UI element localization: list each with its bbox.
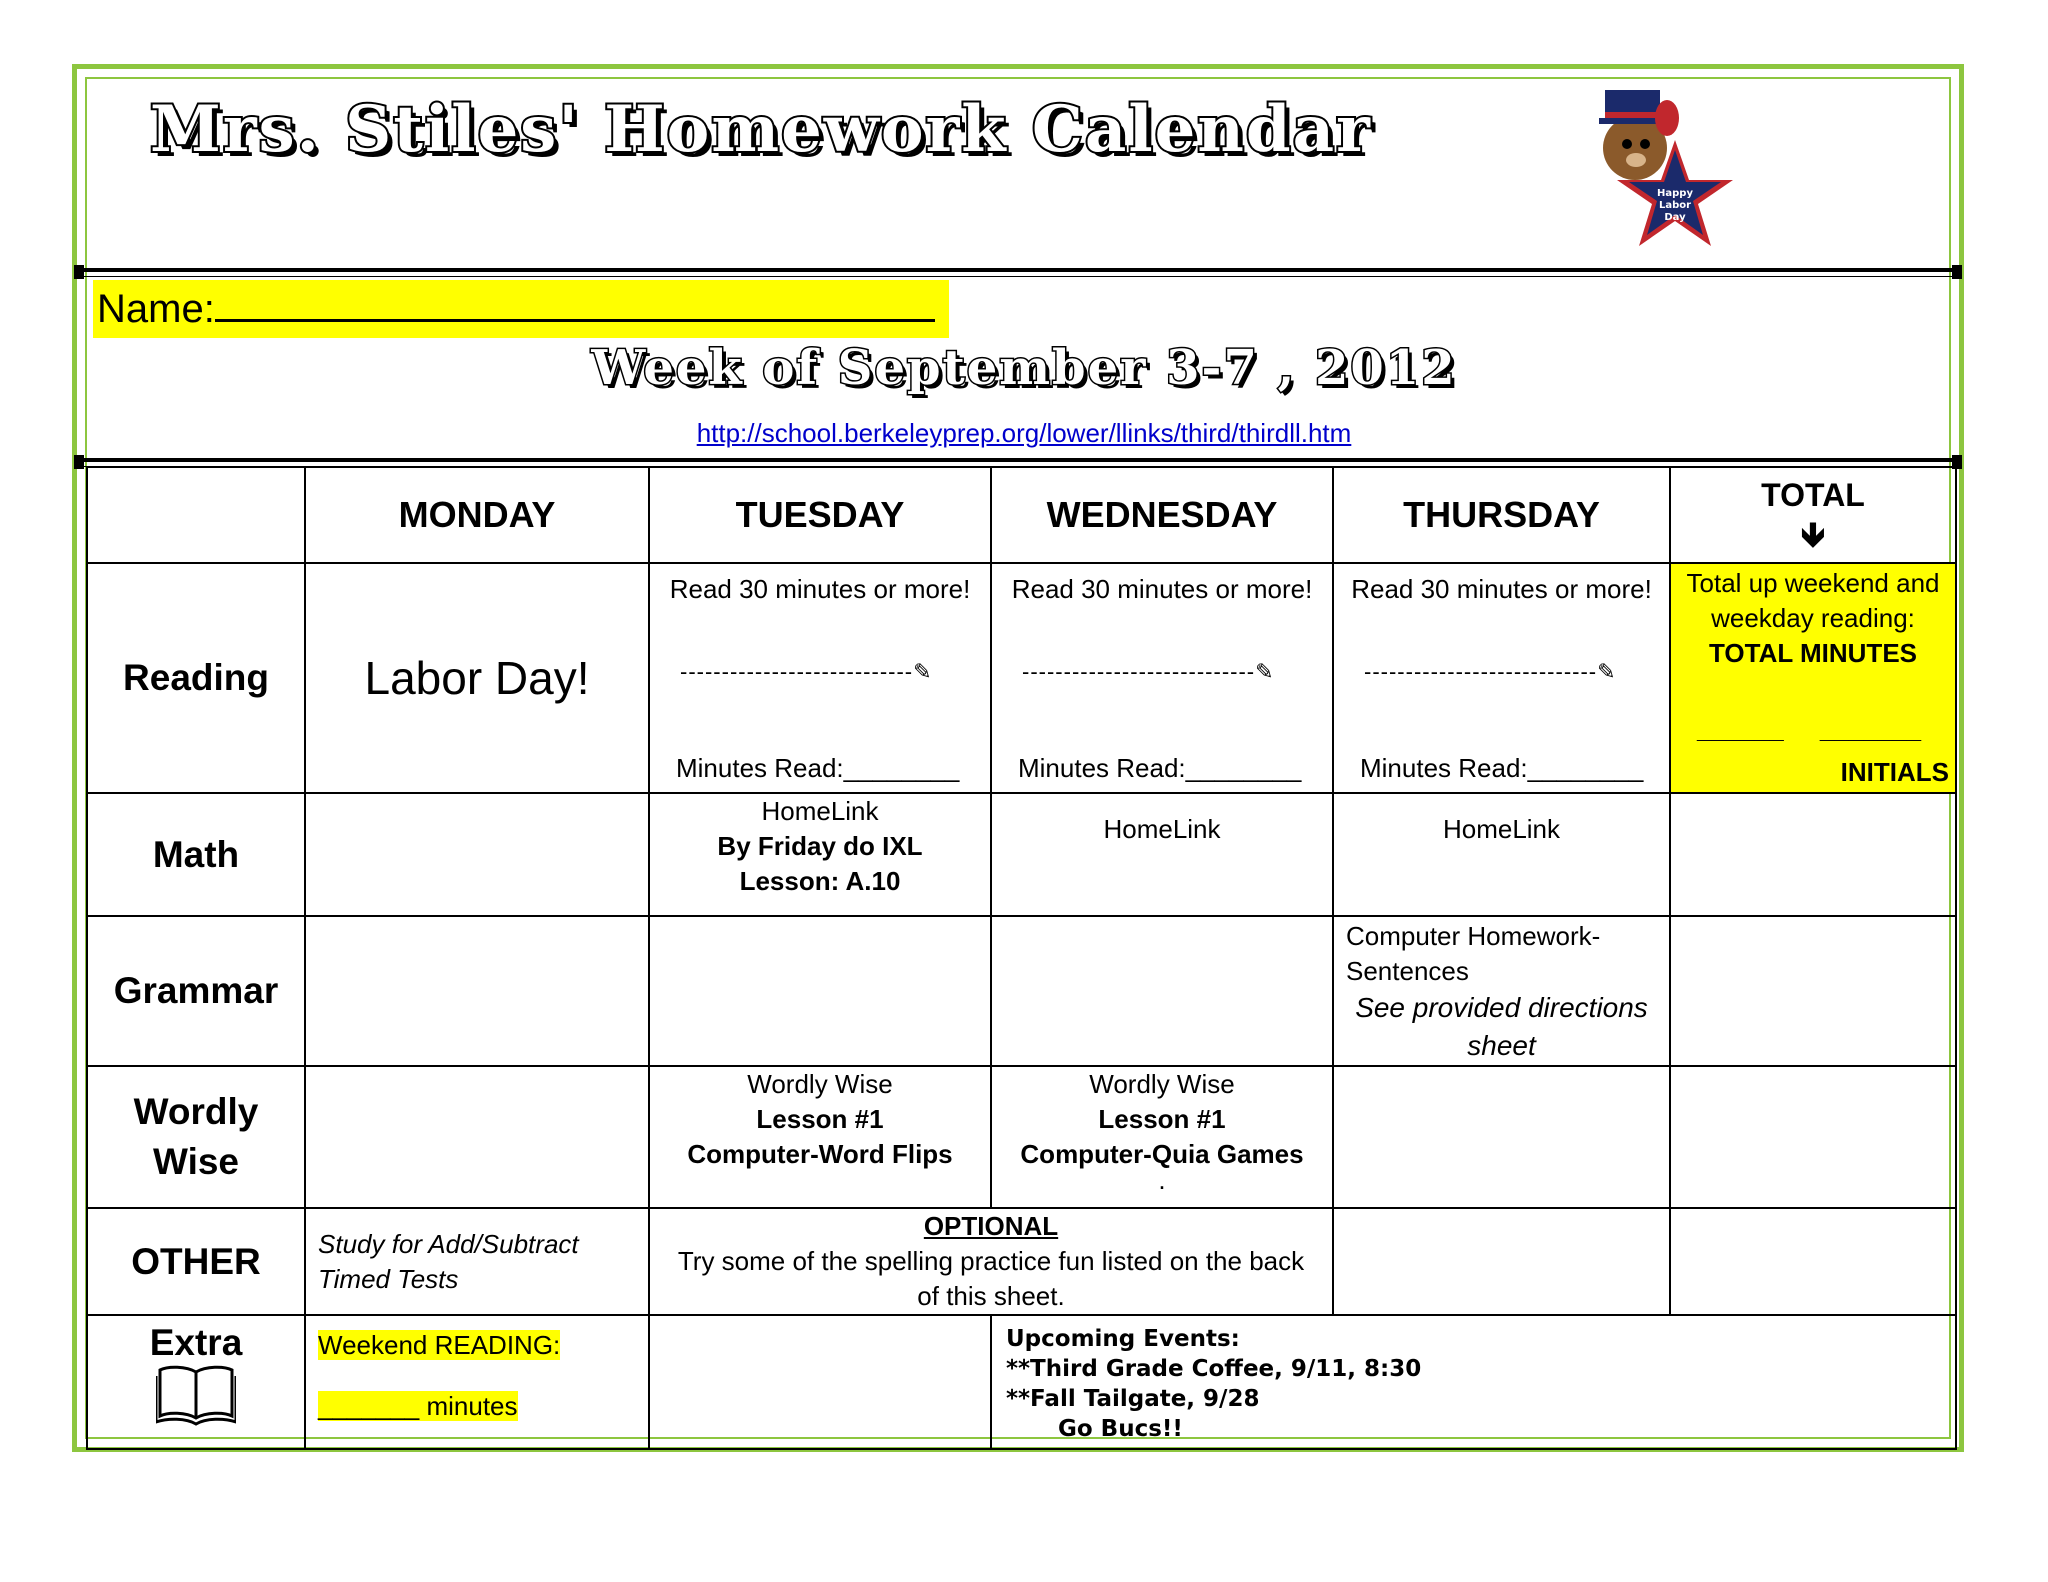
grammar-computer-homework: Computer Homework-Sentences [1346,921,1601,986]
reading-dash-line: ----------------------------✎ [680,659,933,684]
row-label-grammar: Grammar [87,916,305,1066]
col-total [1670,467,1956,563]
row-label-reading: Reading [87,563,305,793]
row-label-wordly: Wordly Wise [87,1066,305,1208]
pencil-icon: ✎ [1597,659,1617,684]
upcoming-item: **Fall Tailgate, 9/28 [1006,1386,1260,1412]
math-row [87,793,1956,916]
math-tuesday-ixl: By Friday do IXL Lesson: A.10 [717,831,923,896]
row-label-math: Math [87,793,305,916]
reading-instruction: Read 30 minutes or more! [1011,574,1313,604]
optional-text: Try some of the spelling practice fun listed on the back of this sheet. [677,1246,1305,1311]
badge-line-3: Day [1664,212,1686,223]
reading-instruction: Read 30 minutes or more! [1351,574,1652,604]
total-minutes-label: TOTAL MINUTES [1709,638,1917,668]
upcoming-item: Go Bucs!! [1058,1416,1183,1442]
reading-wednesday[interactable] [991,563,1333,793]
pencil-icon: ✎ [913,659,933,684]
total-note: Total up weekend and weekday reading: [1686,568,1940,633]
row-label-other: OTHER [87,1208,305,1315]
corner-cell [87,467,305,563]
week-heading: Week of September 3-7 , 2012 [591,340,1457,396]
total-blanks: ______ _______ [1697,714,1922,744]
book-icon [156,1364,236,1426]
grammar-wednesday [991,916,1333,1066]
grammar-monday [305,916,649,1066]
wordly-thursday [1333,1066,1670,1208]
labor-day-badge-icon [1575,78,1755,263]
math-tuesday [649,793,991,916]
upcoming-title: Upcoming Events: [1006,1326,1240,1352]
grammar-directions: See provided directions sheet [1355,992,1648,1061]
initials-label: INITIALS [1840,757,1949,787]
minutes-read-field: Minutes Read:________ [1018,753,1302,783]
wordly-wednesday: Wordly Wise Lesson #1 Computer-Quia Games . [991,1066,1333,1208]
table-separator [74,458,1962,462]
reading-dash-line: ----------------------------✎ [1022,659,1275,684]
reading-tuesday[interactable] [649,563,991,793]
wordly-monday [305,1066,649,1208]
grammar-total [1670,916,1956,1066]
extra-monday[interactable] [305,1315,649,1449]
extra-tuesday [649,1315,991,1449]
reading-dash-line: ----------------------------✎ [1364,659,1617,684]
math-monday [305,793,649,916]
minutes-read-field: Minutes Read:________ [1360,753,1644,783]
col-monday: MONDAY [305,467,649,563]
other-row [87,1208,1956,1315]
other-thursday [1333,1208,1670,1315]
math-tuesday-homelink: HomeLink [761,796,879,826]
grammar-thursday [1333,916,1670,1066]
page-title: Mrs. Stiles' Homework Calendar [150,92,1372,167]
pencil-icon: ✎ [1255,659,1275,684]
reading-total[interactable] [1670,563,1956,793]
math-total [1670,793,1956,916]
row-label-extra: Extra [87,1315,305,1449]
weekend-reading-label: Weekend READING: [318,1330,561,1360]
header-separator [74,268,1962,272]
wordly-tuesday: Wordly Wise Lesson #1 Computer-Word Flips [649,1066,991,1208]
reading-row [87,563,1956,793]
class-link[interactable]: http://school.berkeleyprep.org/lower/llinks/third/thirdll.htm [696,418,1352,448]
col-tuesday: TUESDAY [649,467,991,563]
reading-monday: Labor Day! [305,563,649,793]
header-row [87,467,1956,563]
col-wednesday: WEDNESDAY [991,467,1333,563]
reading-instruction: Read 30 minutes or more! [669,574,971,604]
badge-line-1: Happy [1657,188,1693,199]
minutes-read-field: Minutes Read:________ [676,753,960,783]
math-wednesday: HomeLink [991,793,1333,916]
total-label: TOTAL [1761,477,1865,513]
math-thursday: HomeLink [1333,793,1670,916]
col-thursday: THURSDAY [1333,467,1670,563]
other-optional [649,1208,1333,1315]
optional-title: OPTIONAL [923,1211,1059,1241]
grammar-tuesday [649,916,991,1066]
down-arrow-icon: 🡻 [1800,516,1826,554]
reading-thursday[interactable] [1333,563,1670,793]
wordly-total [1670,1066,1956,1208]
upcoming-events [991,1315,1956,1449]
upcoming-item: **Third Grade Coffee, 9/11, 8:30 [1006,1356,1422,1382]
badge-line-2: Labor [1658,200,1692,211]
other-monday: Study for Add/Subtract Timed Tests [305,1208,649,1315]
weekend-minutes-field: _______ minutes [318,1391,518,1421]
wordly-row [87,1066,1956,1208]
extra-row [87,1315,1956,1449]
homework-table [86,466,1957,1450]
name-label: Name: [97,287,215,331]
name-blank [215,283,935,322]
name-field[interactable] [93,280,949,338]
other-total [1670,1208,1956,1315]
grammar-row [87,916,1956,1066]
